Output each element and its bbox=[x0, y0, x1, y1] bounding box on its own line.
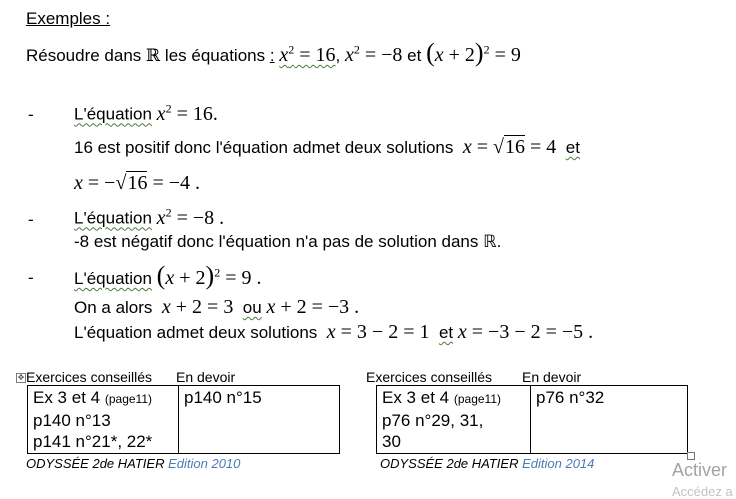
bullet-1: - bbox=[28, 105, 34, 124]
table-1-left-line-3: p141 n°21*, 22* bbox=[33, 432, 153, 451]
table-1-right-line-1: p140 n°15 bbox=[184, 388, 262, 407]
table-1-header-left: Exercices conseillés bbox=[26, 369, 153, 385]
item-3-title bbox=[74, 261, 261, 291]
item-1-line-1 bbox=[74, 136, 580, 159]
intro-eq3: $(x + 2)^2 = 9$ bbox=[426, 38, 521, 67]
item-2-equation: $x^2 = -8$ . bbox=[156, 205, 225, 229]
table-1-left-page-note: (page11) bbox=[104, 392, 152, 406]
table-resize-handle[interactable] bbox=[687, 452, 695, 460]
item-1-and: et bbox=[565, 138, 580, 157]
item-3-line-1 bbox=[74, 296, 359, 319]
item-1-sol-1: x = √16 = 4 bbox=[462, 136, 557, 158]
activation-watermark-sub: Accédez a bbox=[672, 484, 733, 499]
table-2-left-line-3: 30 bbox=[382, 432, 401, 451]
intro-eq2: $x^2 = -8$ bbox=[344, 42, 403, 66]
item-3-text-1: On a alors bbox=[74, 298, 153, 317]
item-2-label: L'équation bbox=[74, 208, 152, 228]
intro-text-2: les équations bbox=[164, 46, 266, 65]
table-2-edition: Edition 2014 bbox=[522, 456, 595, 471]
table-2-left-line-2: p76 n°29, 31, bbox=[382, 411, 484, 430]
bullet-3: - bbox=[28, 268, 34, 287]
table-2-source bbox=[380, 456, 594, 471]
exercise-table-1 bbox=[27, 385, 340, 454]
table-2-header-right: En devoir bbox=[522, 369, 582, 385]
item-3-equation: $(x + 2)^2 = 9$ . bbox=[156, 261, 262, 290]
item-3-sol-2: x = −3 − 2 = −5 . bbox=[457, 321, 594, 343]
item-3-sol-1: x = 3 − 2 = 1 bbox=[326, 321, 430, 343]
table-1-header-right: En devoir bbox=[176, 369, 236, 385]
real-set-symbol: ℝ bbox=[146, 46, 161, 66]
item-1-sol-2: x = −√16 = −4 . bbox=[74, 172, 200, 194]
item-3-label: L'équation bbox=[74, 269, 152, 288]
item-3-eq-b: x + 2 = −3 . bbox=[266, 296, 360, 318]
move-cross-icon[interactable]: ✥ bbox=[17, 373, 25, 382]
item-3-or: ou bbox=[242, 298, 262, 317]
activation-watermark: Activer bbox=[672, 460, 728, 480]
item-3-text-2: L'équation admet deux solutions bbox=[74, 323, 318, 342]
item-2-title bbox=[74, 205, 224, 230]
table-2-right-line-1: p76 n°32 bbox=[536, 388, 605, 407]
table-2-left-line-1: Ex 3 et 4 bbox=[382, 388, 450, 407]
item-3-line-2 bbox=[74, 321, 593, 344]
intro-colon: : bbox=[269, 46, 275, 65]
table-2-header-left: Exercices conseillés bbox=[366, 369, 493, 385]
intro-text: Résoudre dans bbox=[26, 46, 142, 65]
bullet-2: - bbox=[28, 210, 34, 229]
table-1-left-cell bbox=[28, 386, 179, 454]
exercise-table-2 bbox=[376, 385, 688, 454]
item-1-text: 16 est positif donc l'équation admet deux solutions bbox=[74, 138, 454, 157]
intro-line bbox=[26, 38, 521, 68]
table-1-left-line-1: Ex 3 et 4 bbox=[33, 388, 101, 407]
table-1-left-line-2: p140 n°13 bbox=[33, 411, 111, 430]
table-1-right-cell bbox=[179, 386, 340, 454]
intro-and: et bbox=[407, 46, 422, 65]
section-heading: Exemples : bbox=[26, 9, 111, 28]
intro-comma: , bbox=[335, 46, 341, 65]
item-1-label: L'équation bbox=[74, 104, 152, 124]
item-1-equation: $x^2 = 16$. bbox=[156, 101, 218, 125]
table-2-right-cell bbox=[531, 386, 688, 454]
table-2-left-cell bbox=[377, 386, 531, 454]
intro-eq1: $x^2 = 16$ bbox=[279, 42, 336, 66]
table-2-left-page-note: (page11) bbox=[453, 392, 501, 406]
item-2-line-1: -8 est négatif donc l'équation n'a pas de solution dans ℝ. bbox=[74, 232, 502, 251]
item-3-eq-a: x + 2 = 3 bbox=[161, 296, 234, 318]
item-1-title bbox=[74, 101, 218, 126]
table-1-edition: Edition 2010 bbox=[168, 456, 241, 471]
table-1-source-text: ODYSSÉE 2de HATIER bbox=[26, 456, 165, 471]
table-1-source bbox=[26, 456, 240, 471]
table-2-source-text: ODYSSÉE 2de HATIER bbox=[380, 456, 519, 471]
item-3-and: et bbox=[438, 323, 454, 342]
